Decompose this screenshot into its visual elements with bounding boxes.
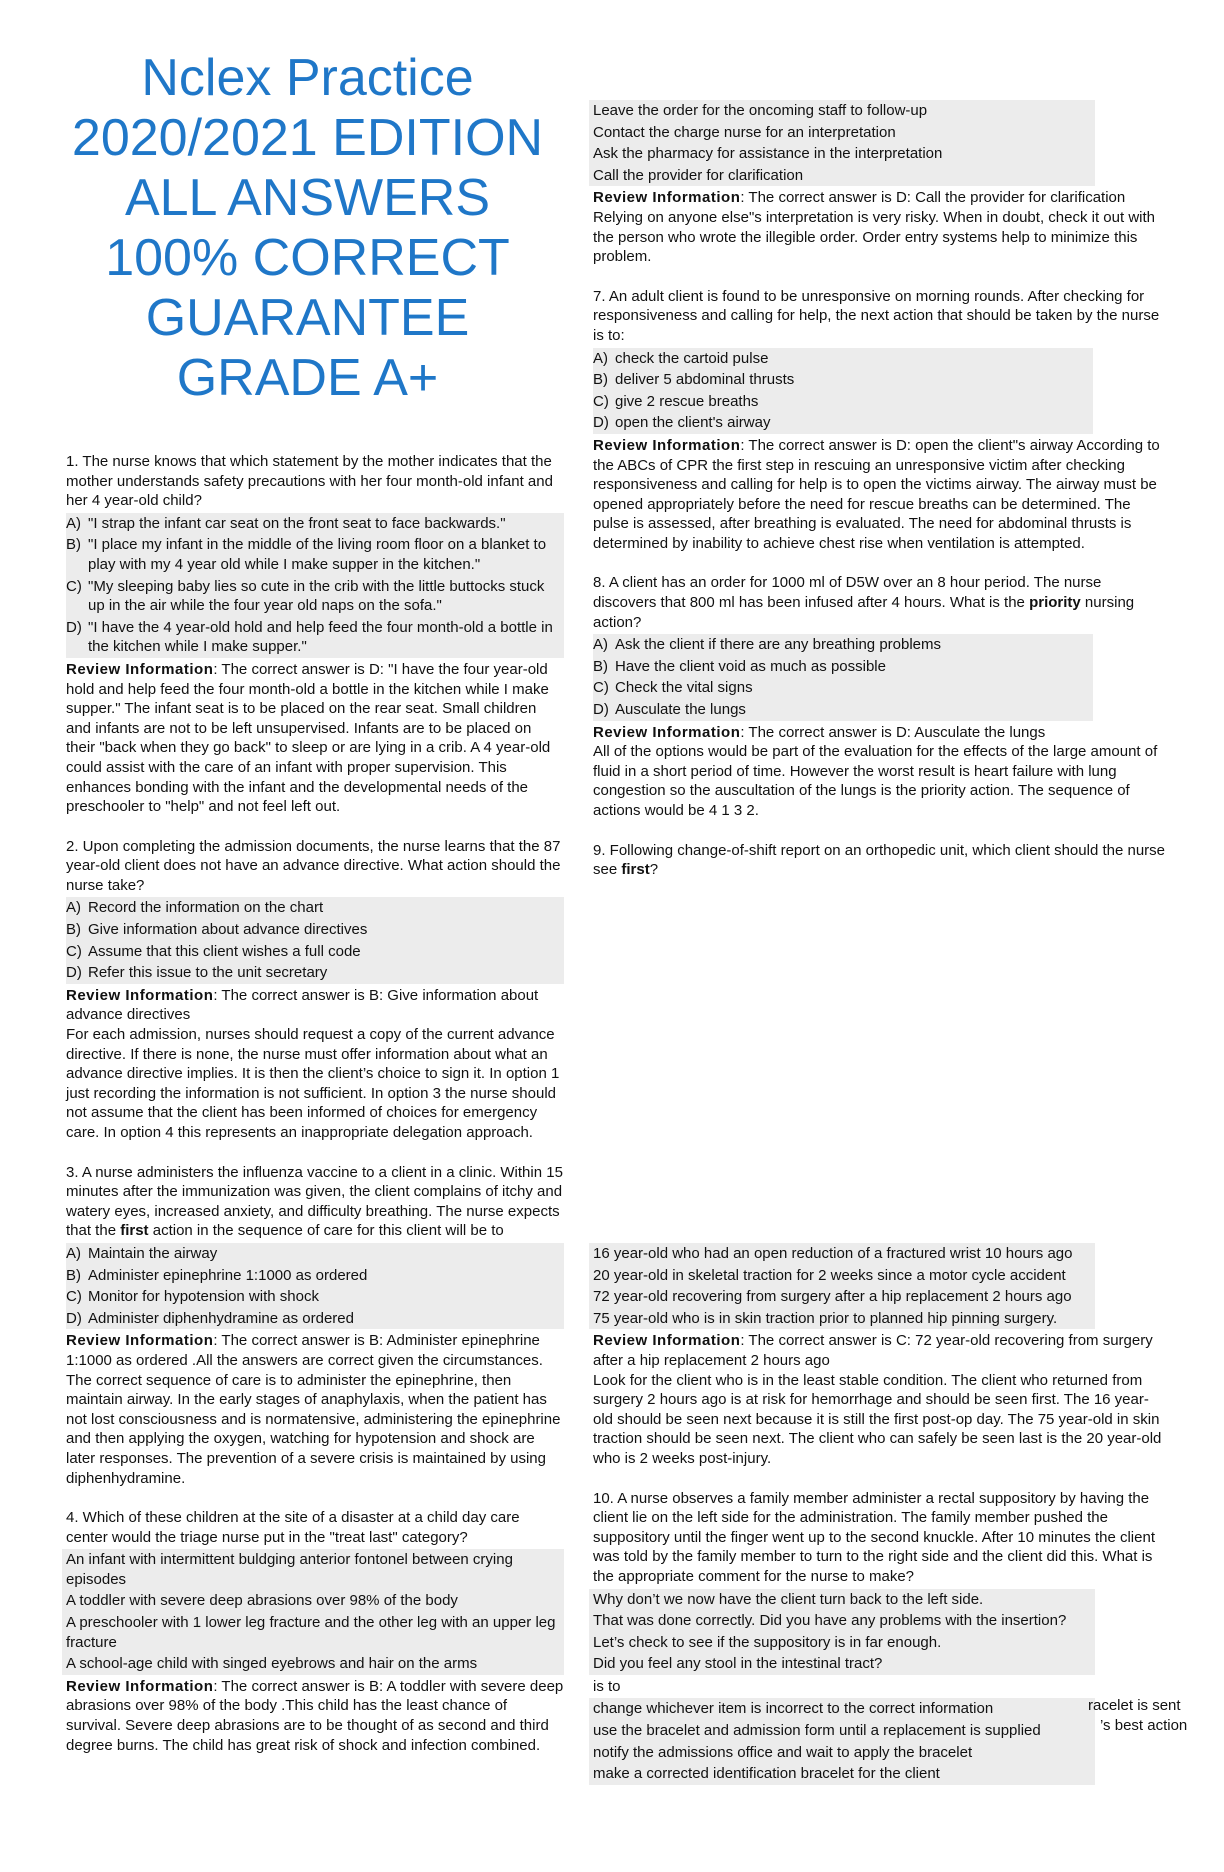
title-line: GUARANTEE (145, 289, 470, 347)
option-c[interactable]: C) Assume that this client wishes a full code (66, 942, 361, 960)
question-9: 9. Following change-of-shift report on an orthopedic unit, which client should the nurse see first? (593, 841, 1165, 879)
option-a[interactable]: A) Ask the client if there are any breathing problems (593, 636, 942, 654)
question-8-options (593, 634, 1093, 720)
document-title (40, 48, 575, 408)
option-d[interactable]: make a corrected identification bracelet for the client (593, 1765, 940, 1783)
question-8: 8. A client has an order for 1000 ml of D5W over an 8 hour period. The nurse discovers that 800 ml has been infused after 4 hours. What is the priority nursing action? (593, 574, 1135, 631)
title-line: 2020/2021 EDITION (71, 109, 544, 167)
explanation-9: Look for the client who is in the least stable condition. The client who returned from surgery 2 hours ago is at risk for hemorrhage and should be seen first. The 16 year-old should be seen next because it is still the first post-op day. The 75 year-old in skin traction should be seen next. The client who can safely be seen last is the 20 year-old who is 2 weeks post-injury. (593, 1371, 1162, 1467)
option-b[interactable]: Contact the charge nurse for an interpretation (593, 123, 896, 141)
question-4-options (62, 1549, 564, 1675)
option-a[interactable]: An infant with intermittent buldging anterior fontonel between crying episodes (66, 1551, 513, 1588)
option-c[interactable]: C) give 2 rescue breaths (593, 392, 759, 410)
option-d[interactable]: Did you feel any stool in the intestinal tract? (593, 1655, 883, 1673)
option-b[interactable]: B) deliver 5 abdominal thrusts (593, 371, 795, 389)
question-3: 3. A nurse administers the influenza vaccine to a client in a clinic. Within 15 minutes after the immunization was given, the client complains of itchy and watery eyes, increased anxiety, and difficulty breathing. The nurse expects that the first action in the sequence of care for this client will be to (66, 1163, 563, 1240)
option-b[interactable]: A toddler with severe deep abrasions over 98% of the body (66, 1592, 458, 1610)
option-d[interactable]: A school-age child with singed eyebrows and hair on the arms (66, 1655, 478, 1673)
option-a[interactable]: change whichever item is incorrect to the correct information (593, 1700, 994, 1718)
title-line: 100% CORRECT (105, 229, 510, 287)
question-1: 1. The nurse knows that which statement by the mother indicates that the mother understands safety precautions with her four month-old infant and her 4 year-old child? (66, 453, 553, 510)
option-c[interactable]: A preschooler with 1 lower leg fracture and the other leg with an upper leg fracture (66, 1614, 556, 1651)
option-b[interactable]: B) "I place my infant in the middle of the living room floor on a blanket to play with my 4 year old while I make supper in the kitchen." (66, 536, 547, 573)
option-c[interactable]: C) Check the vital signs (593, 679, 753, 697)
review-information-9: Review Information: The correct answer is C: 72 year-old recovering from surgery after a hip replacement 2 hours ago (593, 1332, 1153, 1369)
option-b[interactable]: B) Have the client void as much as possible (593, 657, 886, 675)
option-b[interactable]: B) Administer epinephrine 1:1000 as ordered (66, 1266, 368, 1284)
option-d[interactable]: D) Refer this issue to the unit secretary (66, 964, 328, 982)
question-7-options (593, 348, 1093, 434)
right-column-top (593, 98, 1165, 880)
question-7: 7. An adult client is found to be unresponsive on morning rounds. After checking for responsiveness and calling for help, the next action that should be taken by the nurse is to: (593, 287, 1160, 344)
option-a[interactable]: A) Record the information on the chart (66, 899, 324, 917)
option-d[interactable]: D) "I have the 4 year-old hold and help feed the four month-old a bottle in the kitchen while I make supper." (66, 618, 553, 656)
option-b[interactable]: use the bracelet and admission form until a replacement is supplied (593, 1722, 1041, 1740)
question-10-options (589, 1589, 1095, 1675)
option-c[interactable]: 72 year-old recovering from surgery after a hip replacement 2 hours ago (593, 1288, 1072, 1306)
option-c[interactable]: notify the admissions office and wait to apply the bracelet (593, 1743, 973, 1761)
review-information-8: Review Information: The correct answer is D: Ausculate the lungs (593, 723, 1046, 741)
option-d[interactable]: D) Ausculate the lungs (593, 701, 746, 719)
question-3-options (66, 1243, 564, 1329)
option-c[interactable]: C) Monitor for hypotension with shock (66, 1288, 319, 1306)
question-11-fragment: ’s best action (1100, 1717, 1188, 1734)
review-information-6: Review Information: The correct answer is D: Call the provider for clarification Relying on anyone else"s interpretation is very risky. When in doubt, check it out with the person who wrote the illegible order. Order entry systems help to minimize this problem. (593, 189, 1155, 266)
option-a[interactable]: A) "I strap the infant car seat on the front seat to face backwards." (66, 514, 506, 532)
option-d[interactable]: D) Administer diphenhydramine as ordered (66, 1309, 354, 1327)
option-b[interactable]: 20 year-old in skeletal traction for 2 weeks since a motor cycle accident (593, 1266, 1066, 1284)
question-4: 4. Which of these children at the site of a disaster at a child day care center would the triage nurse put in the "treat last" category? (66, 1509, 520, 1546)
question-10: 10. A nurse observes a family member administer a rectal suppository by having the client lie on the left side for the administration. The family member pushed the suppository until the finger went up to the second knuckle. After 10 minutes the client was told by the family member to turn to the right side and the client did this. What is the appropriate comment for the nurse to make? (593, 1489, 1155, 1585)
review-information-4: Review Information: The correct answer is B: A toddler with severe deep abrasions over 98% of the body .This child has the least chance of survival. Severe deep abrasions are to be thought of as second and third degree burns. The child has great risk of shock and infection combined. (66, 1677, 564, 1754)
explanation-2: For each admission, nurses should request a copy of the current advance directive. If there is none, the nurse must offer information about what an advance directive implies. It is then the client’s choice to sign it. In option 1 just recording the information is not sufficient. In option 3 the nurse should not assume that the client has been informed of choices for emergency care. In option 4 this represents an inappropriate delegation approach. (66, 1026, 560, 1141)
option-d[interactable]: 75 year-old who is in skin traction prior to planned hip pinning surgery. (593, 1309, 1058, 1327)
option-a[interactable]: Leave the order for the oncoming staff to follow-up (593, 102, 928, 119)
option-b[interactable]: That was done correctly. Did you have any problems with the insertion? (593, 1612, 1067, 1630)
explanation-8: All of the options would be part of the evaluation for the effects of the large amount of fluid in a short period of time. However the worst result is heart failure with lung congestion so the auscultation of the lungs is the priority action. The sequence of actions would be 4 1 3 2. (593, 743, 1158, 819)
title-line: ALL ANSWERS (124, 169, 491, 227)
question-1-options (66, 513, 564, 658)
question-11-fragment: is to (593, 1677, 621, 1695)
question-2-options (66, 897, 564, 983)
option-c[interactable]: Ask the pharmacy for assistance in the interpretation (593, 145, 943, 163)
option-a[interactable]: 16 year-old who had an open reduction of a fractured wrist 10 hours ago (593, 1245, 1073, 1262)
question-2: 2. Upon completing the admission documents, the nurse learns that the 87 year-old client does not have an advance directive. What action should the nurse take? (66, 837, 561, 894)
question-11-fragment: racelet is sent (1088, 1697, 1181, 1714)
option-c[interactable]: C) "My sleeping baby lies so cute in the crib with the little buttocks stuck up in the air while the four year old naps on the sofa." (66, 577, 545, 615)
question-6-options (589, 100, 1095, 186)
option-c[interactable]: Let’s check to see if the suppository is in far enough. (593, 1633, 942, 1651)
option-b[interactable]: B) Give information about advance directives (66, 921, 368, 939)
right-column-bottom (593, 1241, 1165, 1787)
review-information-7: Review Information: The correct answer is D: open the client"s airway According to the ABCs of CPR the first step in rescuing an unresponsive victim after checking responsiveness and calling for help is to open the victims airway. The airway must be opened appropriately before the need for rescue breaths can be determined. The pulse is assessed, after breathing is evaluated. The need for abdominal thrusts is determined by inability to achieve chest rise when ventilation is attempted. (593, 436, 1160, 552)
title-line: GRADE A+ (176, 349, 439, 407)
option-d[interactable]: Call the provider for clarification (593, 166, 804, 184)
left-column (66, 452, 564, 1755)
review-information-1: Review Information: The correct answer is D: "I have the four year-old hold and help feed the four month-old a bottle in the kitchen while I make supper." The infant seat is to be placed on the rear seat. Small children and infants are not to be left unsupervised. Infants are to be placed on their "back when they go back" to sleep or are lying in a crib. A 4 year-old could assist with the care of an infant with proper supervision. This enhances bonding with the infant and the developmental needs of the preschooler to "help" and not feel left out. (66, 660, 551, 816)
option-a[interactable]: Why don’t we now have the client turn back to the left side. (593, 1590, 984, 1608)
question-11-options (589, 1698, 1095, 1784)
question-9-options (589, 1243, 1095, 1329)
review-information-2: Review Information: The correct answer is B: Give information about advance directives (66, 986, 539, 1024)
title-line: Nclex Practice (141, 49, 474, 107)
option-d[interactable]: D) open the client's airway (593, 414, 771, 432)
option-a[interactable]: A) Maintain the airway (66, 1244, 218, 1262)
review-information-3: Review Information: The correct answer is B: Administer epinephrine 1:1000 as ordered .All the answers are correct given the circumstances. The correct sequence of care is to administer the epinephrine, then maintain airway. In the early stages of anaphylaxis, when the patient has not lost consciousness and is normatensive, administering the epinephrine and then applying the oxygen, watching for hypotension and shock are later responses. The prevention of a severe crisis is maintained by using diphenhydramine. (66, 1332, 561, 1487)
option-a[interactable]: A) check the cartoid pulse (593, 349, 769, 367)
